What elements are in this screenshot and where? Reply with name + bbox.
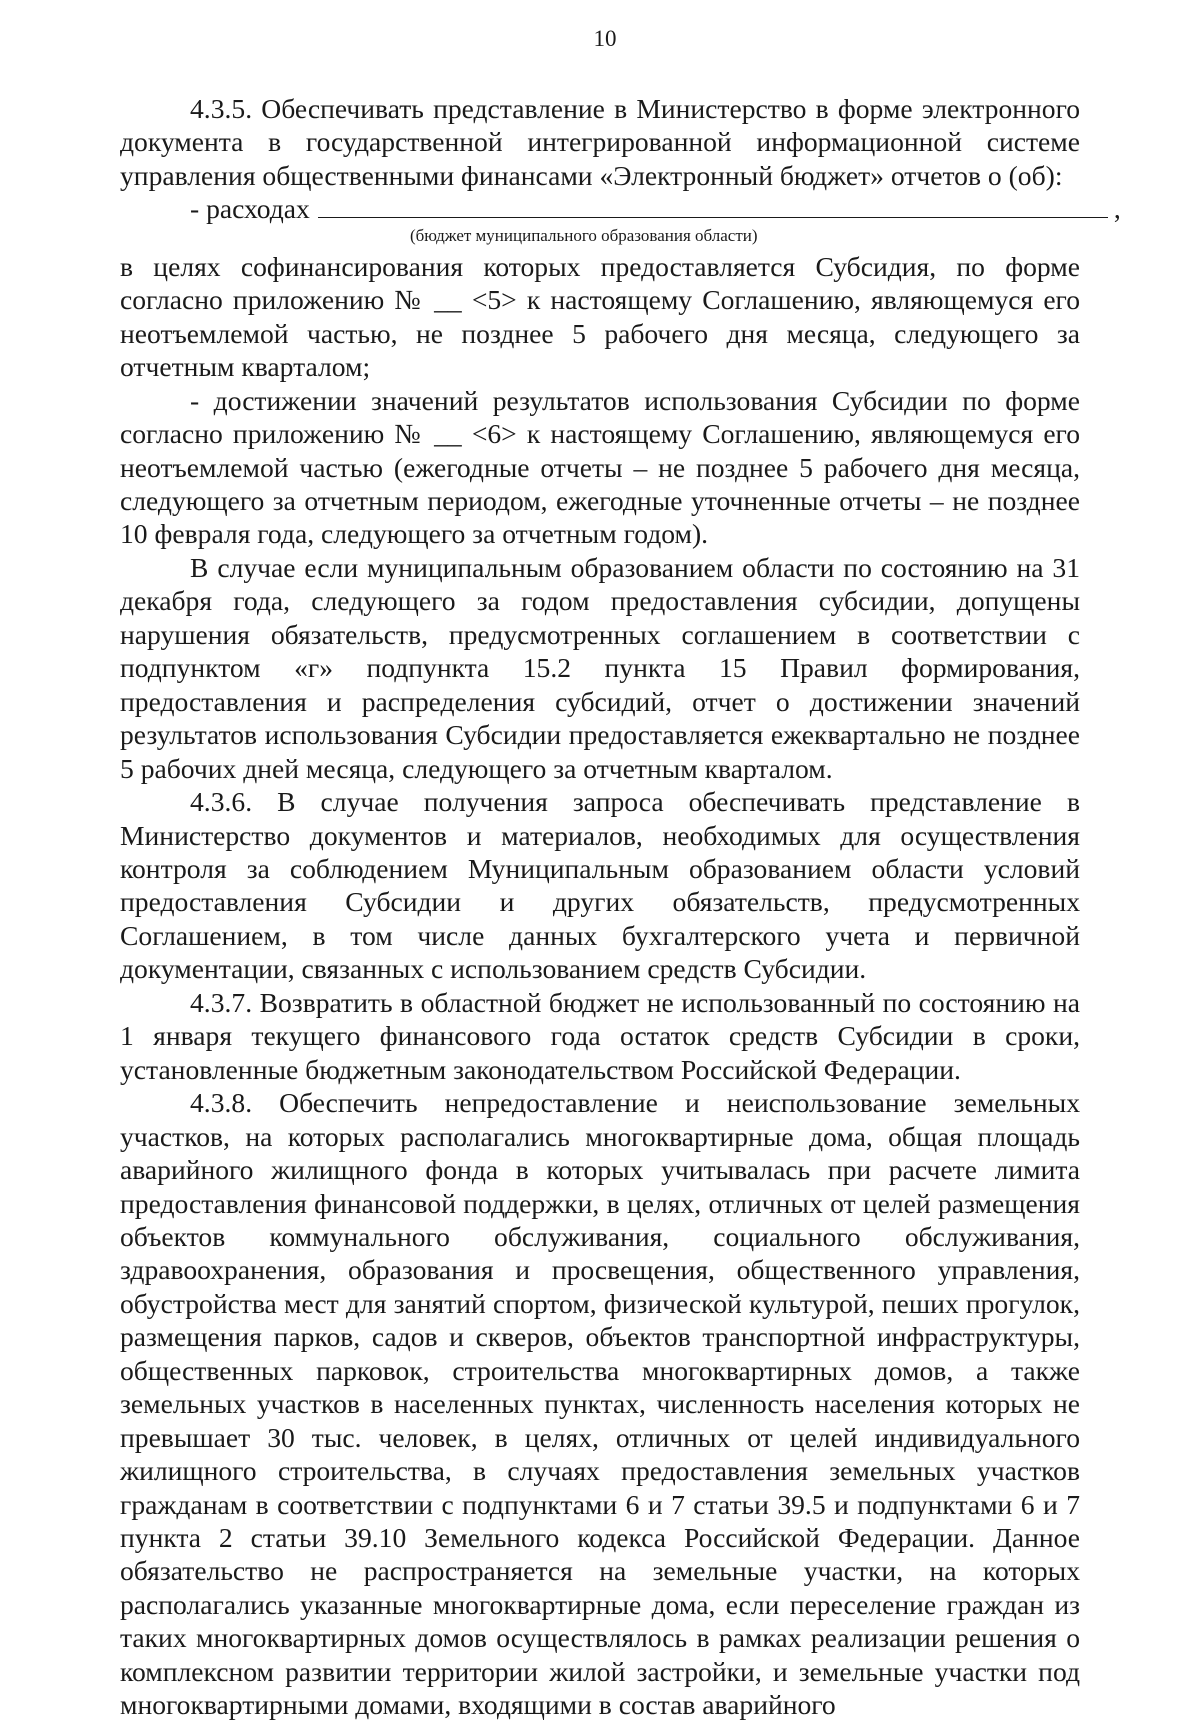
expenses-label: - расходах	[190, 193, 310, 225]
paragraph-4-3-7: 4.3.7. Возвратить в областной бюджет не использованный по состоянию на 1 января текущего финансового года остаток средств Субсидии в сроки, установленные бюджетным законодательством Российской Федерации.	[120, 986, 1080, 1085]
paragraph-4-3-5: 4.3.5. Обеспечивать представление в Министерство в форме электронного документа в государственной интегрированной информационной системе управления общественными финансами «Электронный бюджет» отчетов о (об):	[120, 93, 1080, 191]
paragraph-cofinancing: в целях софинансирования которых предоставляется Субсидия, по форме согласно приложению № __ <5> к настоящему Соглашению, являющемуся его неотъемлемой частью, не позднее 5 рабочего дня месяца, следующего за отчетным кварталом;	[120, 250, 1080, 383]
document-body	[120, 92, 1121, 1722]
paragraph-violation-case: В случае если муниципальным образованием области по состоянию на 31 декабря года, следующего за годом предоставления субсидии, допущены нарушения обязательств, предусмотренных соглашением в соответствии с подпунктом «г» подпункта 15.2 пункта 15 Правил формирования, предоставления и распределения субсидий, отчет о достижении значений результатов использования Субсидии предоставляется ежеквартально не позднее 5 рабочих дней месяца, следующего за отчетным кварталом.	[120, 551, 1080, 784]
page-number: 10	[593, 26, 617, 51]
expenses-tail: ,	[1113, 193, 1121, 225]
paragraph-4-3-6: 4.3.6. В случае получения запроса обеспечивать представление в Министерство документов и материалов, необходимых для осуществления контроля за соблюдением Муниципальным образованием области условий предоставления Субсидии и других обязательств, предусмотренных Соглашением, в том числе данных бухгалтерского учета и первичной документации, связанных с использованием средств Субсидии.	[120, 786, 1080, 985]
paragraph-results: - достижении значений результатов использования Субсидии по форме согласно приложению № __ <6> к настоящему Соглашению, являющемуся его неотъемлемой частью (ежегодные отчеты – не позднее 5 рабочего дня месяца, следующего за отчетным периодом, ежегодные уточненные отчеты – не позднее 10 февраля года, следующего за отчетным годом).	[120, 384, 1080, 550]
expenses-blank-line	[318, 195, 1108, 218]
expenses-line	[120, 192, 1121, 225]
expenses-caption: (бюджет муниципального образования области)	[410, 225, 758, 245]
paragraph-4-3-8: 4.3.8. Обеспечить непредоставление и неиспользование земельных участков, на которых располагались многоквартирные дома, общая площадь аварийного жилищного фонда в которых учитывалась при расчете лимита предоставления финансовой поддержки, в целях, отличных от целей размещения объектов коммунального обслуживания, социального обслуживания, здравоохранения, образования и просвещения, общественного управления, обустройства мест для занятий спортом, физической культурой, пеших прогулок, размещения парков, садов и скверов, объектов транспортной инфраструктуры, общественных парковок, строительства многоквартирных домов, а также земельных участков в населенных пунктах, численность населения которых не превышает 30 тыс. человек, в целях, отличных от целей индивидуального жилищного строительства, в случаях предоставления земельных участков гражданам в соответствии с подпунктами 6 и 7 статьи 39.5 и подпунктами 6 и 7 пункта 2 статьи 39.10 Земельного кодекса Российской Федерации. Данное обязательство не распространяется на земельные участки, на которых располагались указанные многоквартирные дома, если переселение граждан из таких многоквартирных домов осуществлялось в рамках реализации решения о комплексном развитии территории жилой застройки, и земельные участки под многоквартирными домами, входящими в состав аварийного	[120, 1087, 1080, 1721]
